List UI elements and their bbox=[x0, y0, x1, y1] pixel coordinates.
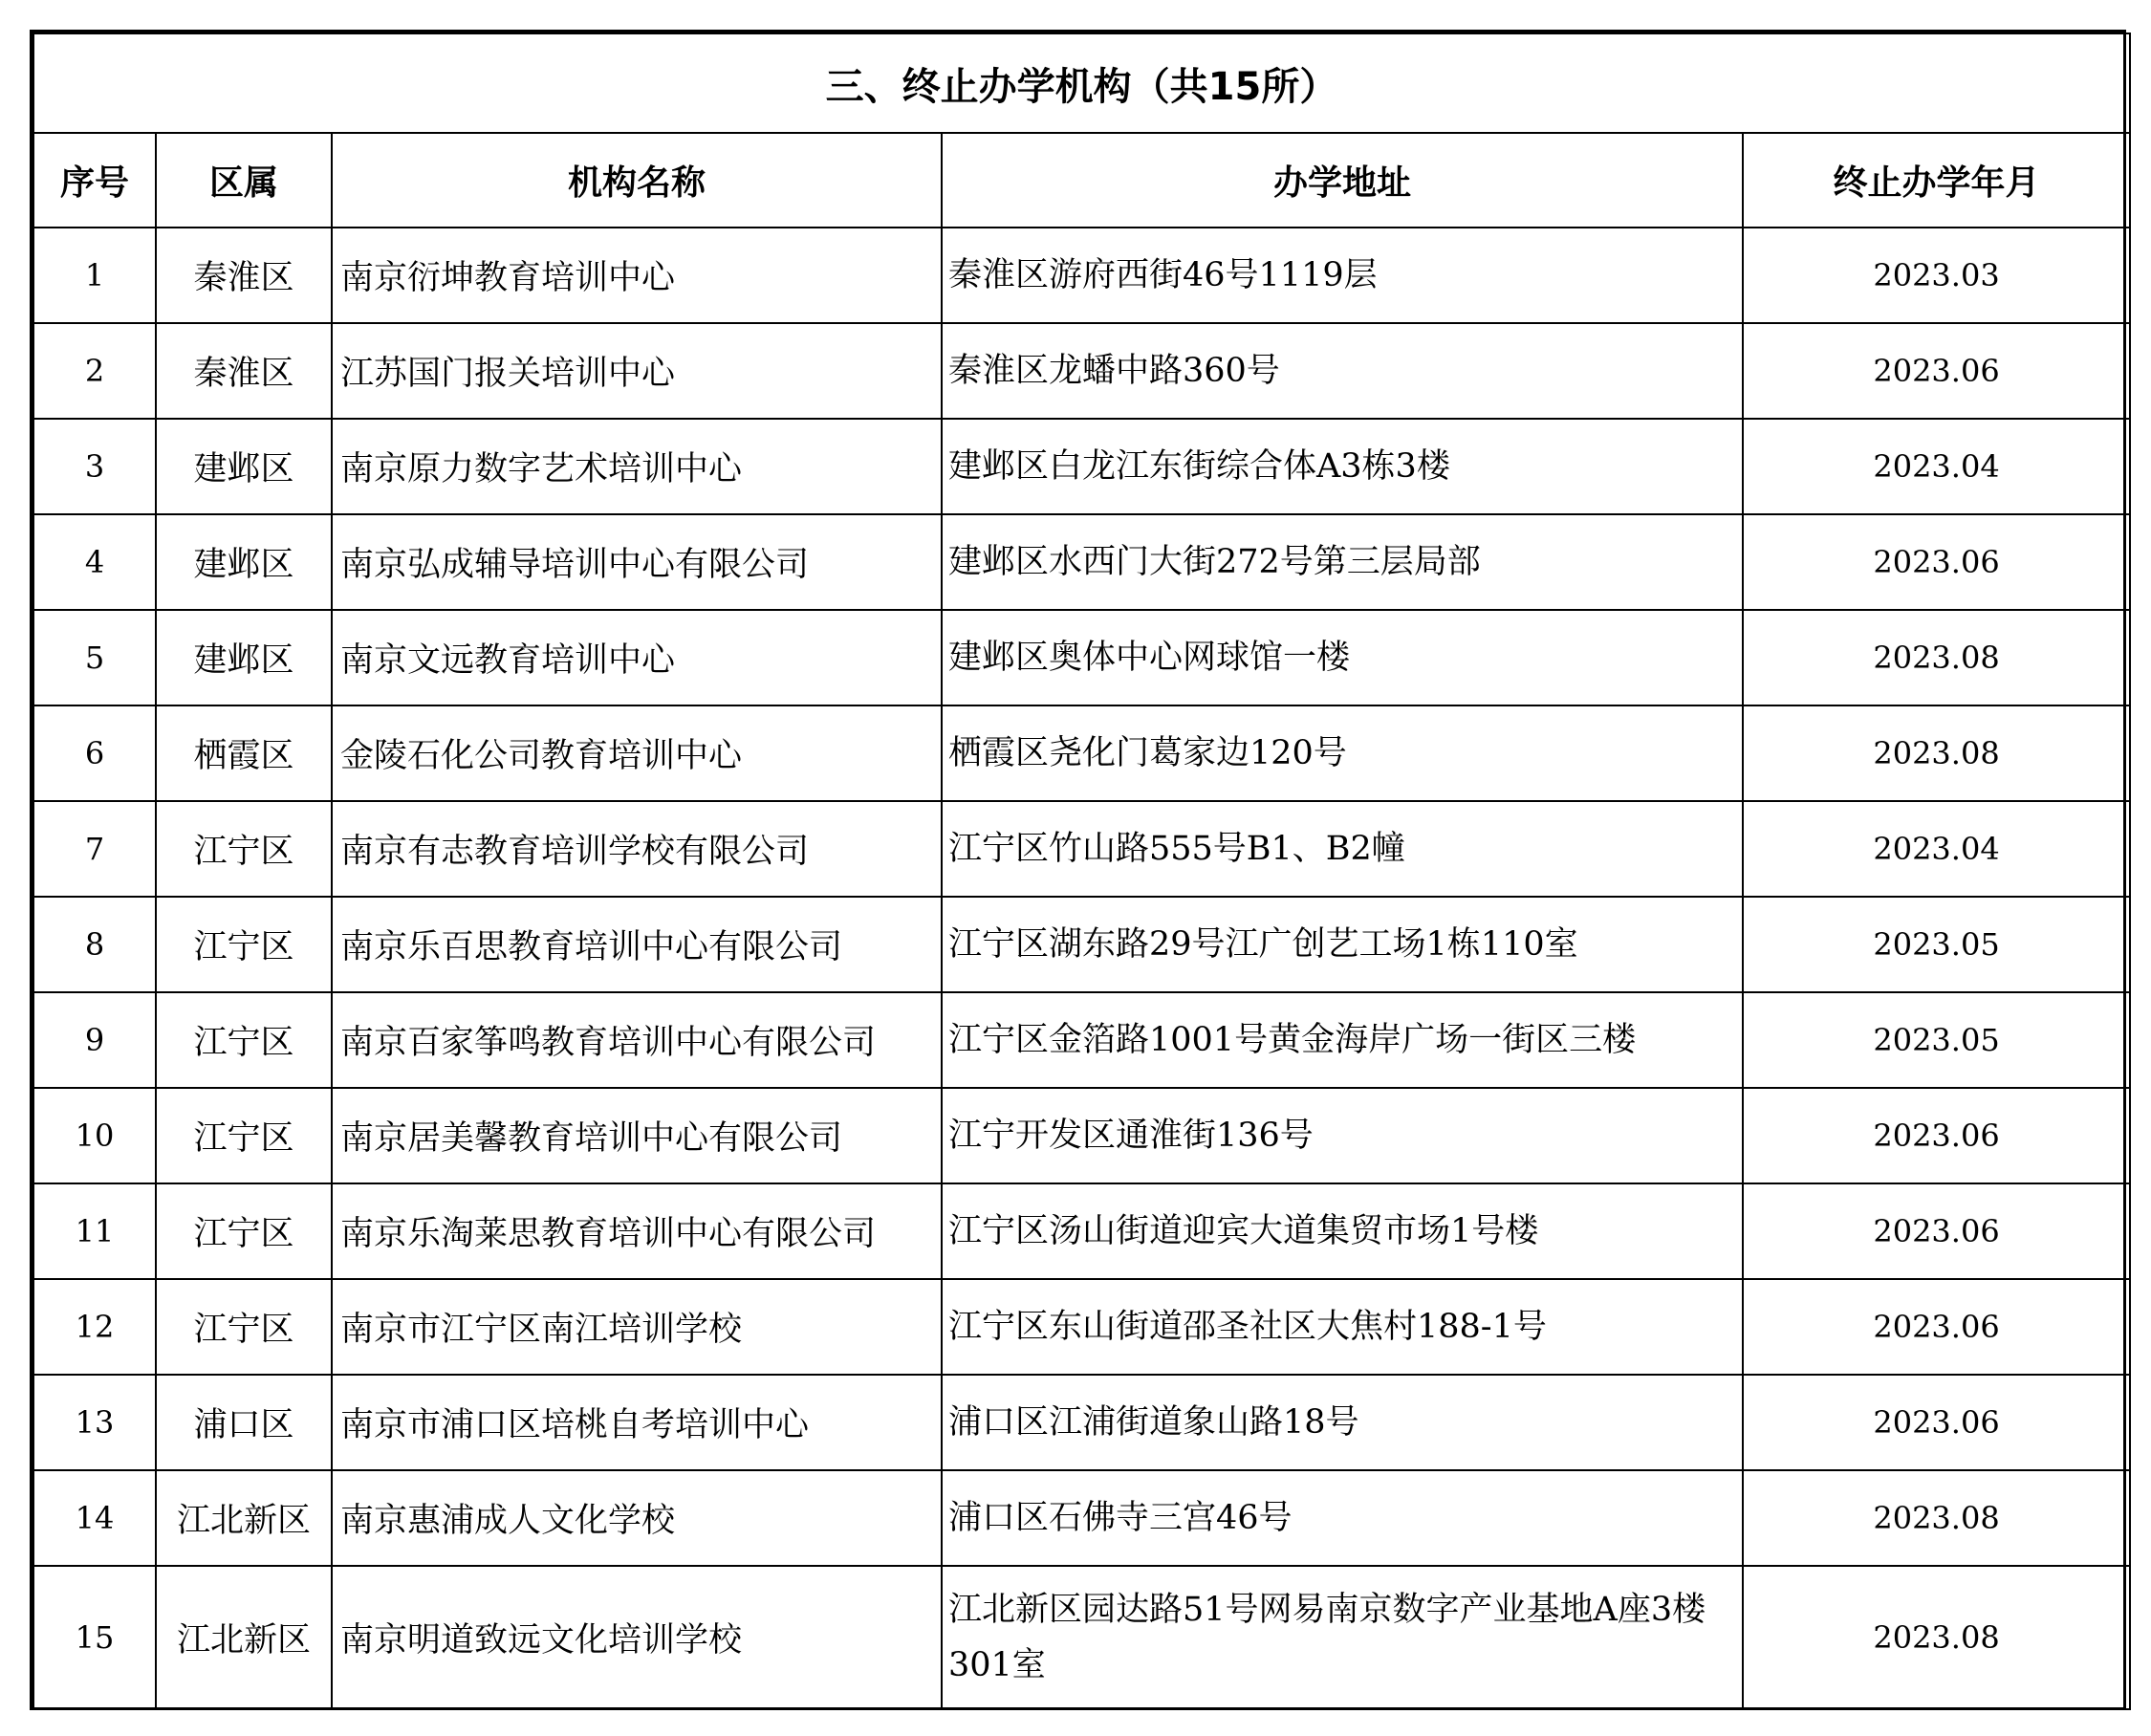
row-name: 南京百家筝鸣教育培训中心有限公司 bbox=[332, 992, 942, 1088]
table-row bbox=[33, 801, 2130, 897]
row-address: 江宁开发区通淮街136号 bbox=[942, 1088, 1743, 1183]
row-name: 南京市江宁区南江培训学校 bbox=[332, 1279, 942, 1375]
header-index: 序号 bbox=[33, 133, 156, 228]
row-name: 南京居美馨教育培训中心有限公司 bbox=[332, 1088, 942, 1183]
table-row bbox=[33, 1183, 2130, 1279]
row-address: 建邺区白龙江东街综合体A3栋3楼 bbox=[942, 419, 1743, 514]
row-district: 秦淮区 bbox=[156, 323, 332, 419]
row-index: 7 bbox=[33, 801, 156, 897]
row-name: 南京衍坤教育培训中心 bbox=[332, 228, 942, 323]
row-end-date: 2023.06 bbox=[1743, 323, 2130, 419]
row-district: 江北新区 bbox=[156, 1470, 332, 1566]
row-end-date: 2023.05 bbox=[1743, 897, 2130, 992]
row-index: 11 bbox=[33, 1183, 156, 1279]
row-name: 南京乐淘莱思教育培训中心有限公司 bbox=[332, 1183, 942, 1279]
row-end-date: 2023.08 bbox=[1743, 1566, 2130, 1709]
table-row bbox=[33, 228, 2130, 323]
row-end-date: 2023.06 bbox=[1743, 1279, 2130, 1375]
row-district: 建邺区 bbox=[156, 419, 332, 514]
row-index: 2 bbox=[33, 323, 156, 419]
row-end-date: 2023.06 bbox=[1743, 1183, 2130, 1279]
row-index: 8 bbox=[33, 897, 156, 992]
row-district: 建邺区 bbox=[156, 514, 332, 610]
row-end-date: 2023.05 bbox=[1743, 992, 2130, 1088]
row-address: 江宁区金箔路1001号黄金海岸广场一街区三楼 bbox=[942, 992, 1743, 1088]
header-end-date: 终止办学年月 bbox=[1743, 133, 2130, 228]
row-index: 5 bbox=[33, 610, 156, 705]
row-district: 浦口区 bbox=[156, 1375, 332, 1470]
row-end-date: 2023.08 bbox=[1743, 705, 2130, 801]
row-name: 南京惠浦成人文化学校 bbox=[332, 1470, 942, 1566]
row-district: 建邺区 bbox=[156, 610, 332, 705]
row-name: 南京乐百思教育培训中心有限公司 bbox=[332, 897, 942, 992]
row-end-date: 2023.06 bbox=[1743, 1088, 2130, 1183]
table-row bbox=[33, 1566, 2130, 1709]
row-index: 1 bbox=[33, 228, 156, 323]
row-index: 4 bbox=[33, 514, 156, 610]
row-address: 栖霞区尧化门葛家边120号 bbox=[942, 705, 1743, 801]
row-end-date: 2023.08 bbox=[1743, 1470, 2130, 1566]
row-index: 12 bbox=[33, 1279, 156, 1375]
table-row bbox=[33, 1088, 2130, 1183]
data-table bbox=[33, 33, 2131, 1710]
table-row bbox=[33, 992, 2130, 1088]
row-address: 建邺区奥体中心网球馆一楼 bbox=[942, 610, 1743, 705]
row-district: 江宁区 bbox=[156, 1279, 332, 1375]
row-name: 南京弘成辅导培训中心有限公司 bbox=[332, 514, 942, 610]
row-index: 6 bbox=[33, 705, 156, 801]
header-row bbox=[33, 133, 2130, 228]
table-title: 三、终止办学机构（共15所） bbox=[33, 33, 2130, 133]
row-end-date: 2023.03 bbox=[1743, 228, 2130, 323]
row-district: 江宁区 bbox=[156, 1183, 332, 1279]
table-row bbox=[33, 514, 2130, 610]
row-index: 3 bbox=[33, 419, 156, 514]
row-address: 江北新区园达路51号网易南京数字产业基地A座3楼301室 bbox=[942, 1566, 1743, 1709]
row-end-date: 2023.06 bbox=[1743, 514, 2130, 610]
row-district: 江宁区 bbox=[156, 801, 332, 897]
row-address: 江宁区汤山街道迎宾大道集贸市场1号楼 bbox=[942, 1183, 1743, 1279]
row-district: 江宁区 bbox=[156, 1088, 332, 1183]
table-row bbox=[33, 1470, 2130, 1566]
row-address: 浦口区江浦街道象山路18号 bbox=[942, 1375, 1743, 1470]
row-district: 江宁区 bbox=[156, 992, 332, 1088]
row-end-date: 2023.04 bbox=[1743, 419, 2130, 514]
table-row bbox=[33, 610, 2130, 705]
row-name: 南京原力数字艺术培训中心 bbox=[332, 419, 942, 514]
row-end-date: 2023.08 bbox=[1743, 610, 2130, 705]
row-name: 南京市浦口区培桃自考培训中心 bbox=[332, 1375, 942, 1470]
row-index: 14 bbox=[33, 1470, 156, 1566]
row-end-date: 2023.06 bbox=[1743, 1375, 2130, 1470]
row-district: 栖霞区 bbox=[156, 705, 332, 801]
row-address: 江宁区湖东路29号江广创艺工场1栋110室 bbox=[942, 897, 1743, 992]
row-name: 金陵石化公司教育培训中心 bbox=[332, 705, 942, 801]
row-district: 江宁区 bbox=[156, 897, 332, 992]
row-address: 秦淮区游府西街46号1119层 bbox=[942, 228, 1743, 323]
row-address: 建邺区水西门大街272号第三层局部 bbox=[942, 514, 1743, 610]
table-row bbox=[33, 323, 2130, 419]
row-district: 秦淮区 bbox=[156, 228, 332, 323]
row-name: 江苏国门报关培训中心 bbox=[332, 323, 942, 419]
table-body bbox=[33, 228, 2130, 1709]
header-address: 办学地址 bbox=[942, 133, 1743, 228]
header-district: 区属 bbox=[156, 133, 332, 228]
table-row bbox=[33, 1375, 2130, 1470]
row-end-date: 2023.04 bbox=[1743, 801, 2130, 897]
row-index: 10 bbox=[33, 1088, 156, 1183]
row-address: 江宁区东山街道邵圣社区大焦村188-1号 bbox=[942, 1279, 1743, 1375]
row-address: 秦淮区龙蟠中路360号 bbox=[942, 323, 1743, 419]
row-district: 江北新区 bbox=[156, 1566, 332, 1709]
row-name: 南京文远教育培训中心 bbox=[332, 610, 942, 705]
table-row bbox=[33, 897, 2130, 992]
row-index: 15 bbox=[33, 1566, 156, 1709]
table-row bbox=[33, 705, 2130, 801]
row-name: 南京明道致远文化培训学校 bbox=[332, 1566, 942, 1709]
row-index: 13 bbox=[33, 1375, 156, 1470]
row-address: 江宁区竹山路555号B1、B2幢 bbox=[942, 801, 1743, 897]
header-name: 机构名称 bbox=[332, 133, 942, 228]
table-row bbox=[33, 419, 2130, 514]
row-index: 9 bbox=[33, 992, 156, 1088]
closed-institutions-table bbox=[30, 30, 2126, 1710]
row-address: 浦口区石佛寺三宫46号 bbox=[942, 1470, 1743, 1566]
row-name: 南京有志教育培训学校有限公司 bbox=[332, 801, 942, 897]
table-row bbox=[33, 1279, 2130, 1375]
